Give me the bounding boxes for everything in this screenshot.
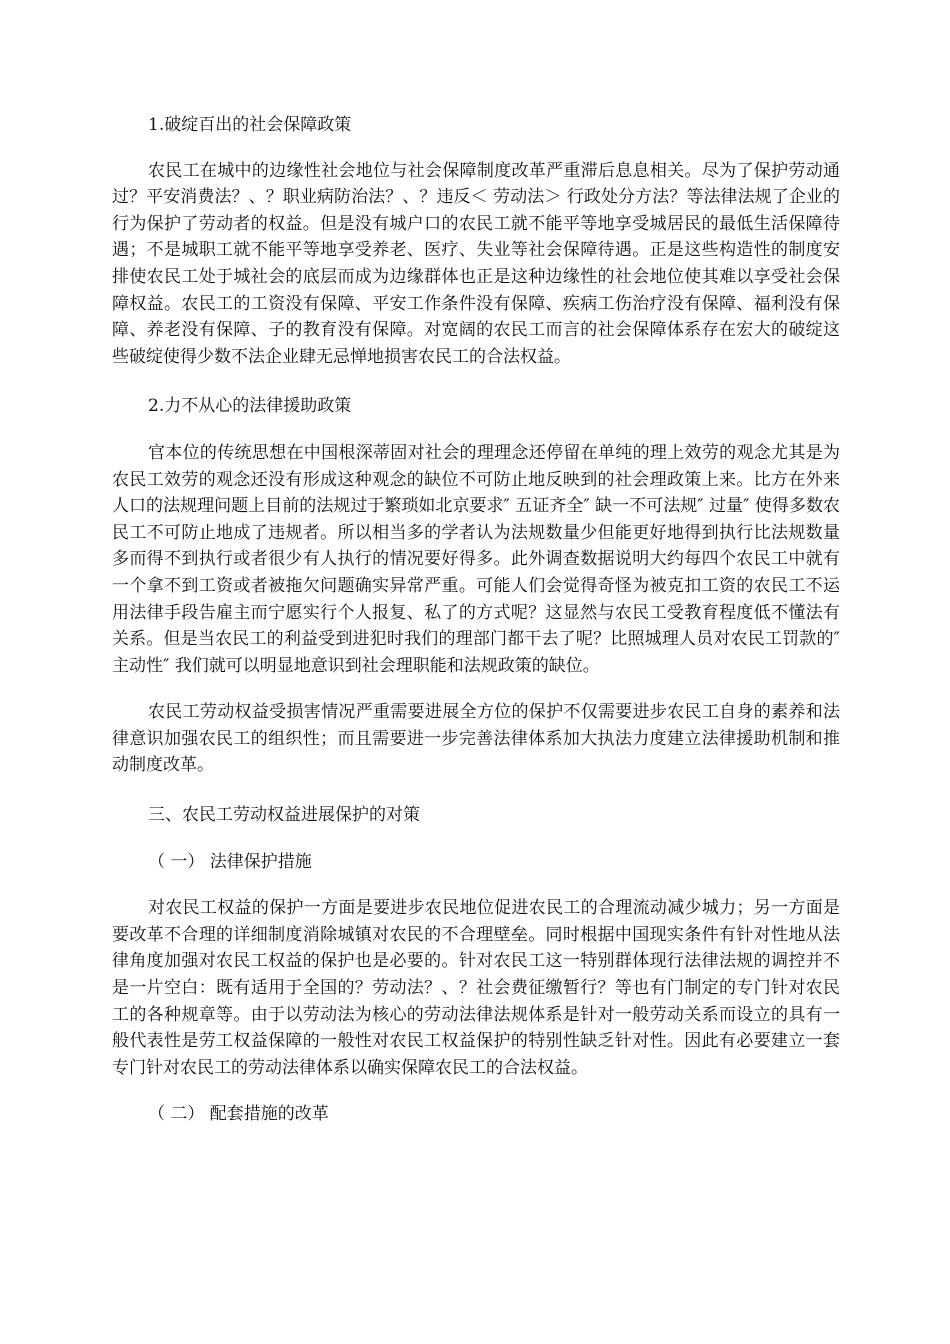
document-body xyxy=(112,112,840,1128)
section-heading-2: 2.力不从心的法律援助政策 xyxy=(148,396,352,417)
section-heading-5: （ 二） 配套措施的改革 xyxy=(148,1104,329,1125)
section-heading-3: 三、农民工劳动权益进展保护的对策 xyxy=(148,805,420,826)
section-paragraph-3: 农民工劳动权益受损害情况严重需要进展全方位的保护不仅需要进步农民工自身的素养和法律意识加强农民工的组织性；而且需要进一步完善法律体系加大执法力度建立法律援助机制和推动制度改革。 xyxy=(112,702,840,776)
section-paragraph-2: 官本位的传统思想在中国根深蒂固对社会的理理念还停留在单纯的理上效劳的观念尤其是为农民工效劳的观念还没有形成这种观念的缺位不可防止地反映到的社会理政策上来。比方在外来人口的法规理问题上目前的法规过于繁琐如北京要求″ 五证齐全″ 缺一不可法规″ 过量″ 使得多数农民工不可防止地成了违规者。所以相当多的学者认为法规数量少但能更好地得到执行比法规数量多而得不到执行或者很少有人执行的情况要好得多。此外调查数据说明大约每四个农民工中就有一个拿不到工资或者被拖欠问题确实异常严重。可能人们会觉得奇怪为被克扣工资的农民工不运用法律手段告雇主而宁愿实行个人报复、私了的方式呢？这显然与农民工受教育程度低不懂法有关系。但是当农民工的利益受到进犯时我们的理部门都干去了呢？比照城理人员对农民工罚款的″ 主动性″ 我们就可以明显地意识到社会理职能和法规政策的缺位。 xyxy=(112,442,840,676)
section-paragraph-1: 农民工在城中的边缘性社会地位与社会保障制度改革严重滞后息息相关。尽为了保护劳动通过？平安消费法？、？职业病防治法？、？违反＜ 劳动法＞ 行政处分方法？等法律法规了企业的行为保护了劳动者的权益。但是没有城户口的农民工就不能平等地享受城居民的最低生活保障待遇；不是城职工就不能平等地享受养老、医疗、失业等社会保障待遇。正是这些构造性的制度安排使农民工处于城社会的底层而成为边缘群体也正是这种边缘性的社会地位使其难以享受社会保障权益。农民工的工资没有保障、平安工作条件没有保障、疾病工伤治疗没有保障、福利没有保障、养老没有保障、子的教育没有保障。对宽阔的农民工而言的社会保障体系存在宏大的破绽这些破绽使得少数不法企业肆无忌惮地损害农民工的合法权益。 xyxy=(112,160,840,367)
section-paragraph-4: 对农民工权益的保护一方面是要进步农民地位促进农民工的合理流动减少城力；另一方面是要改革不合理的详细制度消除城镇对农民的不合理壁垒。同时根据中国现实条件有针对性地从法律角度加强对农民工权益的保护也是必要的。针对农民工这一特别群体现行法律法规的调控并不是一片空白：既有适用于全国的？劳动法？、？社会费征缴暂行？等也有门制定的专门针对农民工的各种规章等。由于以劳动法为核心的劳动法律法规体系是针对一般劳动关系而设立的具有一般代表性是劳工权益保障的一般性对农民工权益保护的特别性缺乏针对性。因此有必要建立一套专门针对农民工的劳动法律体系以确实保障农民工的合法权益。 xyxy=(112,898,840,1078)
section-heading-1: 1.破绽百出的社会保障政策 xyxy=(148,115,352,135)
section-heading-4: （ 一） 法律保护措施 xyxy=(148,851,312,872)
